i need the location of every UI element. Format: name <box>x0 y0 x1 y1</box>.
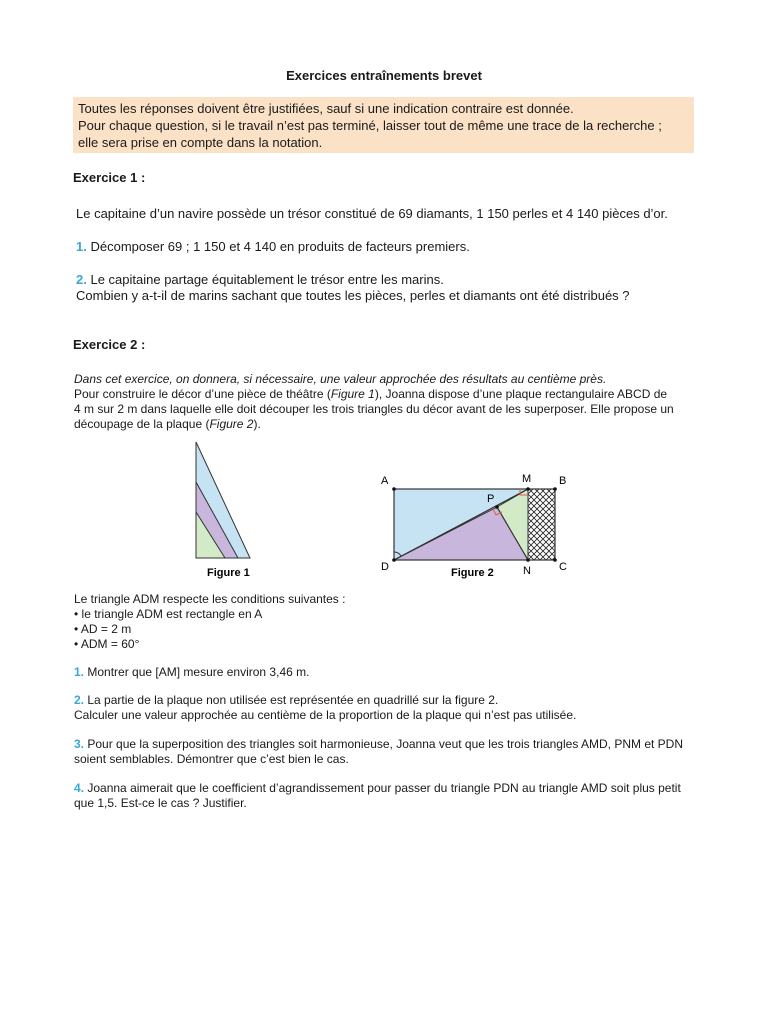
question-text: Joanna aimerait que le coefficient d’agrandissement pour passer du triangle PDN au triangle AMD soit plus petit <box>87 781 681 795</box>
question-text: La partie de la plaque non utilisée est représentée en quadrillé sur la figure 2. <box>87 693 499 707</box>
exercise2-question-2 <box>74 693 696 723</box>
question-text: Pour que la superposition des triangles soit harmonieuse, Joanna veut que les trois triangles AMD, PNM et PDN <box>87 737 683 751</box>
conditions-intro: Le triangle ADM respecte les conditions suivantes : <box>74 592 346 606</box>
question-text: Le capitaine partage équitablement le trésor entre les marins. <box>90 272 444 287</box>
exercise2-context <box>74 372 696 432</box>
figure2-label: Figure 2 <box>451 567 494 579</box>
point-P-label: P <box>487 493 495 505</box>
page-title: Exercices entraînements brevet <box>286 68 482 83</box>
question-number: 1. <box>76 239 87 254</box>
exercise2-heading: Exercice 2 : <box>73 337 146 352</box>
point-M-label: M <box>522 473 532 485</box>
point-A-label: A <box>381 475 389 487</box>
exercise1-heading: Exercice 1 : <box>73 170 146 185</box>
figure1-label: Figure 1 <box>207 567 250 579</box>
context-text: ). <box>253 417 261 431</box>
question-text: Combien y a-t-il de marins sachant que toutes les pièces, perles et diamants ont été distribués ? <box>76 288 630 303</box>
unused-hatched-area <box>528 489 555 560</box>
context-figure-ref: Figure 2 <box>209 417 254 431</box>
figure2-rectangle <box>392 487 557 562</box>
figures-diagram <box>180 440 600 585</box>
context-line <box>74 387 696 402</box>
question-number: 4. <box>74 781 85 795</box>
context-line: 4 m sur 2 m dans laquelle elle doit découper les trois triangles du décor avant de les superposer. Elle propose un <box>74 402 674 416</box>
point-N-label: N <box>523 565 531 577</box>
question-text: Calculer une valeur approchée au centième de la proportion de la plaque qui n’est pas utilisée. <box>74 708 577 722</box>
instructions-banner <box>73 97 694 153</box>
context-text: ), Joanna dispose d’une plaque rectangulaire ABCD de <box>374 387 668 401</box>
conditions-block <box>74 592 696 652</box>
condition-item: • AD = 2 m <box>74 622 132 636</box>
banner-line: Toutes les réponses doivent être justifiées, sauf si une indication contraire est donnée. <box>78 101 574 116</box>
question-number: 2. <box>76 272 87 287</box>
point-B-label: B <box>559 475 567 487</box>
exercise2-question-1 <box>74 665 696 680</box>
banner-line: Pour chaque question, si le travail n’est pas terminé, laisser tout de même une trace de la recherche ; <box>78 118 662 133</box>
question-text: soient semblables. Démontrer que c’est bien le cas. <box>74 752 349 766</box>
question-number: 3. <box>74 737 85 751</box>
exercise2-question-4 <box>74 781 696 811</box>
exercise2-intro: Dans cet exercice, on donnera, si nécessaire, une valeur approchée des résultats au centième près. <box>74 372 607 386</box>
context-text: découpage de la plaque ( <box>74 417 210 431</box>
exercise1-statement: Le capitaine d’un navire possède un trésor constitué de 69 diamants, 1 150 perles et 4 140 pièces d’or. <box>76 206 668 221</box>
exercise1-question-1 <box>76 239 696 255</box>
exercise1-question-2 <box>76 272 696 304</box>
figure1-triangles <box>196 442 250 558</box>
context-line <box>74 417 696 432</box>
point-C-label: C <box>559 561 567 573</box>
question-text: Montrer que [AM] mesure environ 3,46 m. <box>87 665 310 679</box>
question-number: 2. <box>74 693 85 707</box>
exercise2-question-3 <box>74 737 696 767</box>
point-D-label: D <box>381 561 389 573</box>
context-figure-ref: Figure 1 <box>330 387 375 401</box>
condition-item: • le triangle ADM est rectangle en A <box>74 607 263 621</box>
question-number: 1. <box>74 665 85 679</box>
banner-line: elle sera prise en compte dans la notation. <box>78 135 323 150</box>
question-text: Décomposer 69 ; 1 150 et 4 140 en produits de facteurs premiers. <box>90 239 470 254</box>
condition-item: • ADM = 60° <box>74 637 140 651</box>
context-text: Pour construire le décor d’une pièce de théâtre ( <box>74 387 331 401</box>
question-text: que 1,5. Est-ce le cas ? Justifier. <box>74 796 247 810</box>
